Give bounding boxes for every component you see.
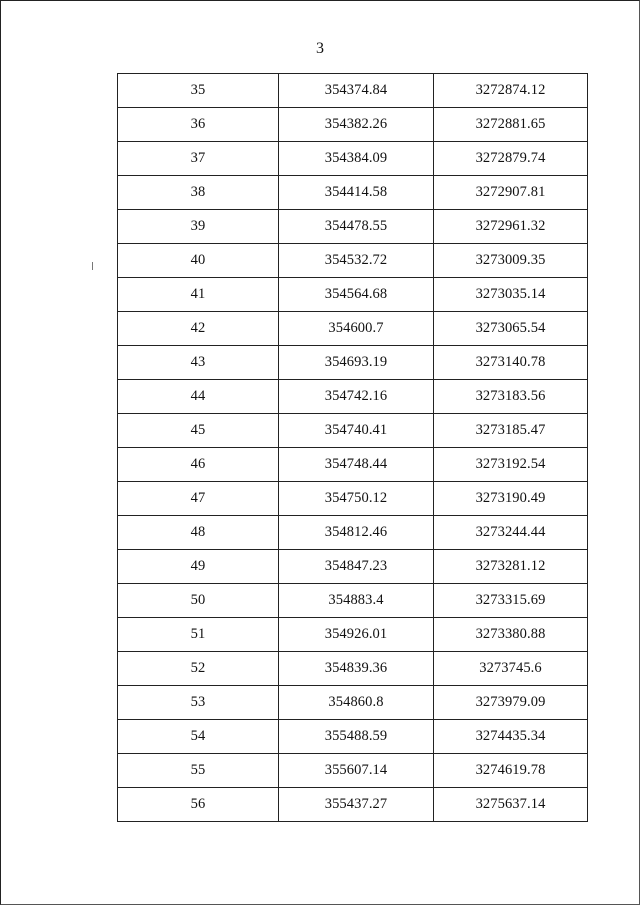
table-row bbox=[118, 618, 588, 652]
table-row bbox=[118, 142, 588, 176]
point-number-cell: 42 bbox=[118, 312, 279, 346]
x-coordinate-cell: 354742.16 bbox=[279, 380, 434, 414]
point-number-cell: 47 bbox=[118, 482, 279, 516]
y-coordinate-cell: 3274435.34 bbox=[434, 720, 588, 754]
x-coordinate-cell: 354740.41 bbox=[279, 414, 434, 448]
x-coordinate-cell: 354839.36 bbox=[279, 652, 434, 686]
y-coordinate-cell: 3272881.65 bbox=[434, 108, 588, 142]
y-coordinate-cell: 3273281.12 bbox=[434, 550, 588, 584]
y-coordinate-cell: 3273244.44 bbox=[434, 516, 588, 550]
y-coordinate-cell: 3273380.88 bbox=[434, 618, 588, 652]
table-row bbox=[118, 74, 588, 108]
point-number-cell: 40 bbox=[118, 244, 279, 278]
y-coordinate-cell: 3273315.69 bbox=[434, 584, 588, 618]
page-number: 3 bbox=[316, 40, 324, 57]
point-number-cell: 44 bbox=[118, 380, 279, 414]
table-row bbox=[118, 278, 588, 312]
point-number-cell: 49 bbox=[118, 550, 279, 584]
table-row bbox=[118, 550, 588, 584]
point-number-cell: 45 bbox=[118, 414, 279, 448]
x-coordinate-cell: 354564.68 bbox=[279, 278, 434, 312]
x-coordinate-cell: 354750.12 bbox=[279, 482, 434, 516]
y-coordinate-cell: 3273745.6 bbox=[434, 652, 588, 686]
table-row bbox=[118, 482, 588, 516]
y-coordinate-cell: 3273035.14 bbox=[434, 278, 588, 312]
table-row bbox=[118, 380, 588, 414]
x-coordinate-cell: 354600.7 bbox=[279, 312, 434, 346]
y-coordinate-cell: 3272879.74 bbox=[434, 142, 588, 176]
table-row bbox=[118, 652, 588, 686]
x-coordinate-cell: 354382.26 bbox=[279, 108, 434, 142]
table-row bbox=[118, 720, 588, 754]
coordinate-table bbox=[117, 73, 588, 822]
x-coordinate-cell: 354812.46 bbox=[279, 516, 434, 550]
y-coordinate-cell: 3275637.14 bbox=[434, 788, 588, 822]
y-coordinate-cell: 3272874.12 bbox=[434, 74, 588, 108]
table-row bbox=[118, 448, 588, 482]
y-coordinate-cell: 3273185.47 bbox=[434, 414, 588, 448]
table-row bbox=[118, 210, 588, 244]
table-row bbox=[118, 414, 588, 448]
y-coordinate-cell: 3272961.32 bbox=[434, 210, 588, 244]
point-number-cell: 53 bbox=[118, 686, 279, 720]
coordinate-table-body bbox=[118, 74, 588, 822]
x-coordinate-cell: 354414.58 bbox=[279, 176, 434, 210]
y-coordinate-cell: 3272907.81 bbox=[434, 176, 588, 210]
table-row bbox=[118, 788, 588, 822]
table-row bbox=[118, 312, 588, 346]
table-row bbox=[118, 176, 588, 210]
table-row bbox=[118, 686, 588, 720]
x-coordinate-cell: 354926.01 bbox=[279, 618, 434, 652]
y-coordinate-cell: 3273183.56 bbox=[434, 380, 588, 414]
x-coordinate-cell: 354532.72 bbox=[279, 244, 434, 278]
point-number-cell: 55 bbox=[118, 754, 279, 788]
x-coordinate-cell: 355437.27 bbox=[279, 788, 434, 822]
x-coordinate-cell: 354693.19 bbox=[279, 346, 434, 380]
table-row bbox=[118, 584, 588, 618]
point-number-cell: 39 bbox=[118, 210, 279, 244]
x-coordinate-cell: 354748.44 bbox=[279, 448, 434, 482]
point-number-cell: 51 bbox=[118, 618, 279, 652]
x-coordinate-cell: 354374.84 bbox=[279, 74, 434, 108]
table-row bbox=[118, 516, 588, 550]
y-coordinate-cell: 3273009.35 bbox=[434, 244, 588, 278]
point-number-cell: 41 bbox=[118, 278, 279, 312]
y-coordinate-cell: 3273190.49 bbox=[434, 482, 588, 516]
point-number-cell: 37 bbox=[118, 142, 279, 176]
point-number-cell: 35 bbox=[118, 74, 279, 108]
y-coordinate-cell: 3273140.78 bbox=[434, 346, 588, 380]
point-number-cell: 54 bbox=[118, 720, 279, 754]
y-coordinate-cell: 3274619.78 bbox=[434, 754, 588, 788]
scan-speck bbox=[92, 262, 93, 270]
point-number-cell: 46 bbox=[118, 448, 279, 482]
x-coordinate-cell: 354847.23 bbox=[279, 550, 434, 584]
point-number-cell: 56 bbox=[118, 788, 279, 822]
y-coordinate-cell: 3273192.54 bbox=[434, 448, 588, 482]
x-coordinate-cell: 354883.4 bbox=[279, 584, 434, 618]
x-coordinate-cell: 354860.8 bbox=[279, 686, 434, 720]
point-number-cell: 36 bbox=[118, 108, 279, 142]
table-row bbox=[118, 108, 588, 142]
x-coordinate-cell: 355488.59 bbox=[279, 720, 434, 754]
table-row bbox=[118, 244, 588, 278]
y-coordinate-cell: 3273065.54 bbox=[434, 312, 588, 346]
point-number-cell: 43 bbox=[118, 346, 279, 380]
table-row bbox=[118, 346, 588, 380]
point-number-cell: 50 bbox=[118, 584, 279, 618]
y-coordinate-cell: 3273979.09 bbox=[434, 686, 588, 720]
x-coordinate-cell: 354478.55 bbox=[279, 210, 434, 244]
point-number-cell: 52 bbox=[118, 652, 279, 686]
point-number-cell: 38 bbox=[118, 176, 279, 210]
point-number-cell: 48 bbox=[118, 516, 279, 550]
x-coordinate-cell: 354384.09 bbox=[279, 142, 434, 176]
table-row bbox=[118, 754, 588, 788]
x-coordinate-cell: 355607.14 bbox=[279, 754, 434, 788]
